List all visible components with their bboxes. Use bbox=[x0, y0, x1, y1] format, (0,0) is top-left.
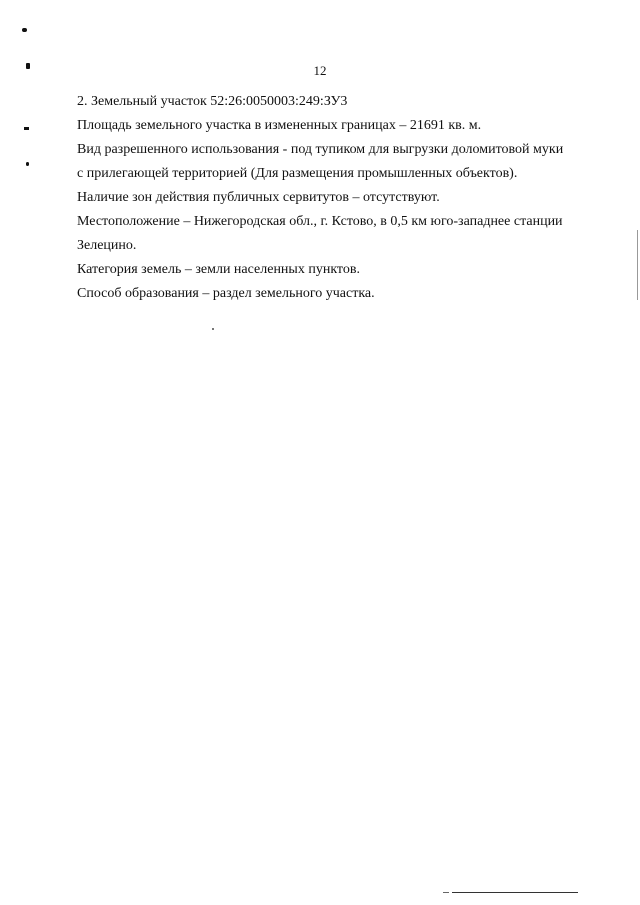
parcel-area: Площадь земельного участка в измененных границах – 21691 кв. м. bbox=[77, 118, 482, 133]
parcel-description bbox=[77, 90, 597, 306]
formation-method: Способ образования – раздел земельного участка. bbox=[77, 286, 375, 301]
scan-mark bbox=[22, 28, 27, 32]
land-category: Категория земель – земли населенных пунктов. bbox=[77, 262, 360, 277]
footer-rule bbox=[452, 892, 578, 893]
scan-mark bbox=[26, 162, 29, 166]
scan-edge-line bbox=[637, 230, 638, 300]
scan-edge-line bbox=[443, 892, 449, 893]
parcel-heading: 2. Земельный участок 52:26:0050003:249:ЗУ3 bbox=[77, 94, 348, 109]
scan-mark bbox=[24, 127, 29, 130]
scan-speck bbox=[212, 328, 214, 330]
location-line-1: Местоположение – Нижегородская обл., г. Кстово, в 0,5 км юго-западнее станции bbox=[77, 214, 563, 229]
page-number: 12 bbox=[313, 63, 327, 78]
location-line-2: Зелецино. bbox=[77, 238, 137, 253]
permitted-use-line-1: Вид разрешенного использования - под тупиком для выгрузки доломитовой муки bbox=[77, 142, 564, 157]
easement-zones: Наличие зон действия публичных сервитутов – отсутствуют. bbox=[77, 190, 440, 205]
permitted-use-line-2: с прилегающей территорией (Для размещения промышленных объектов). bbox=[77, 166, 518, 181]
